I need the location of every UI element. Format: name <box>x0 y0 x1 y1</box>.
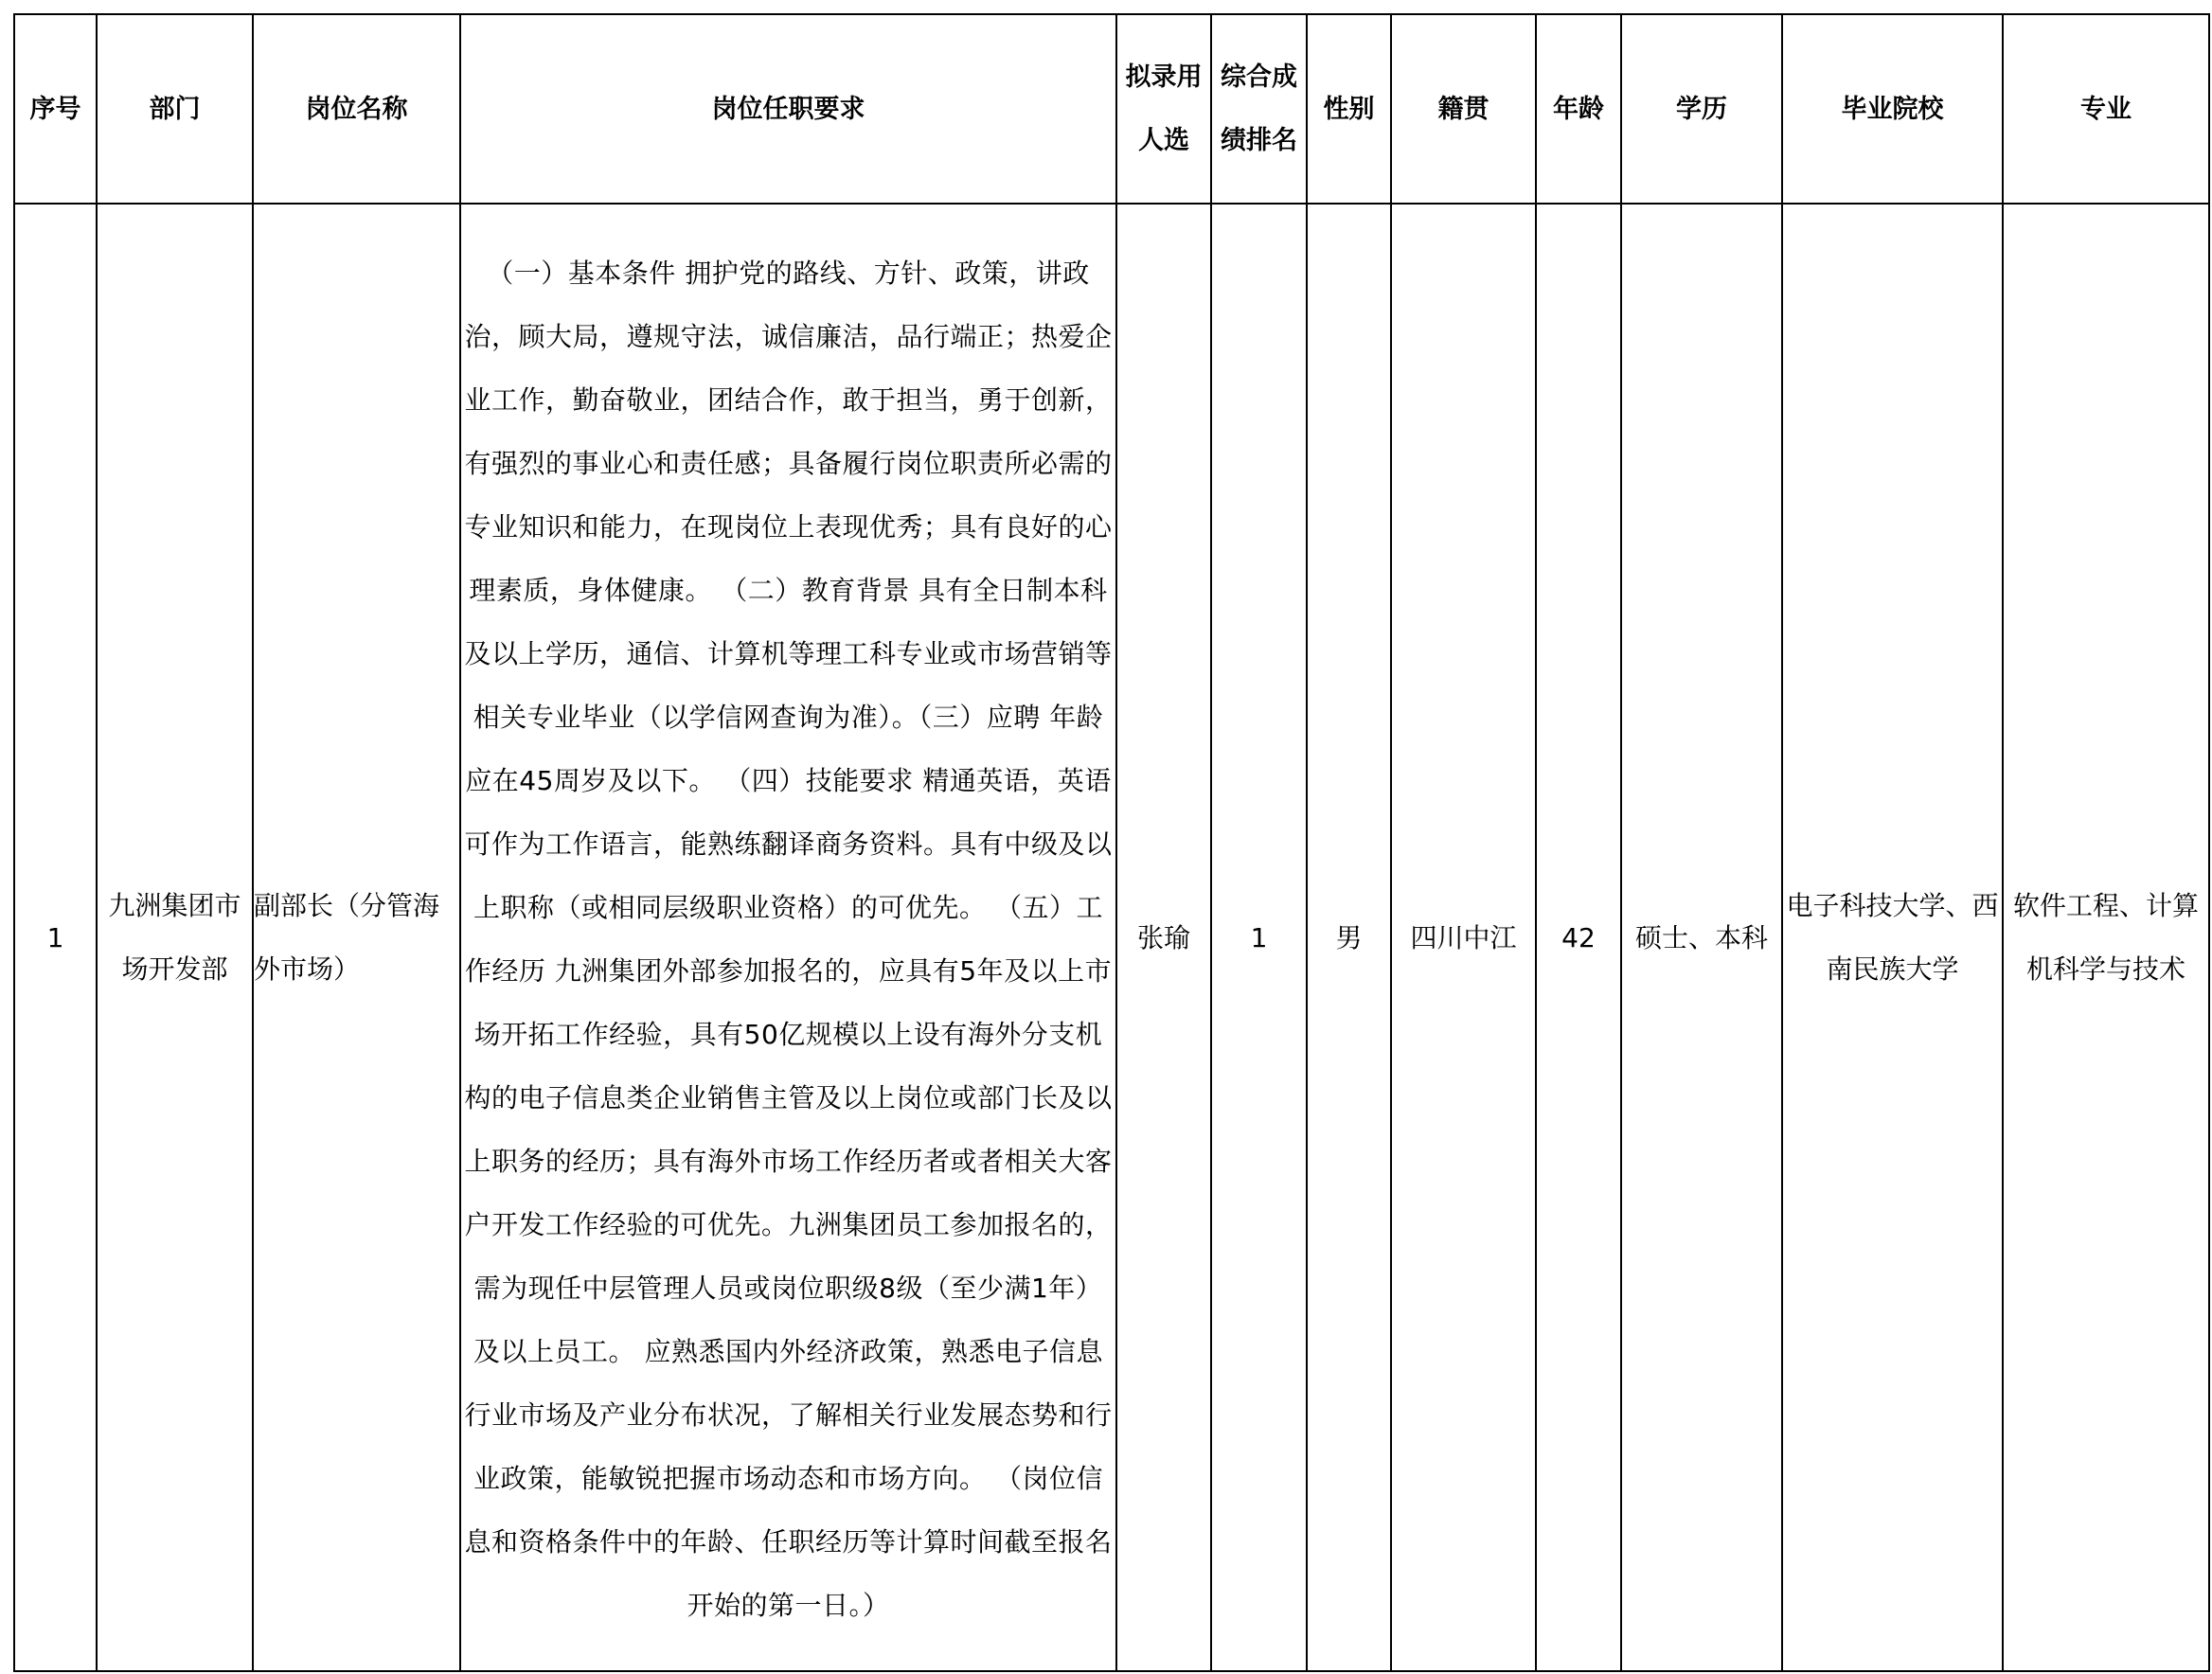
table-row <box>14 204 2209 1671</box>
recruitment-table <box>13 13 2210 1672</box>
cell-requirements <box>460 204 1116 1671</box>
header-department: 部门 <box>97 14 253 204</box>
header-age: 年龄 <box>1536 14 1621 204</box>
cell-school: 电子科技大学、西南民族大学 <box>1782 204 2003 1671</box>
cell-major: 软件工程、计算机科学与技术 <box>2003 204 2209 1671</box>
cell-position: 副部长（分管海外市场） <box>253 204 460 1671</box>
header-education: 学历 <box>1621 14 1782 204</box>
cell-candidate: 张瑜 <box>1116 204 1211 1671</box>
header-school: 毕业院校 <box>1782 14 2003 204</box>
header-gender: 性别 <box>1307 14 1391 204</box>
cell-gender: 男 <box>1307 204 1391 1671</box>
header-candidate: 拟录用人选 <box>1116 14 1211 204</box>
header-requirements: 岗位任职要求 <box>460 14 1116 204</box>
requirements-text: （一）基本条件 拥护党的路线、方针、政策，讲政治，顾大局，遵规守法，诚信廉洁，品行端正；热爱企业工作，勤奋敬业，团结合作，敢于担当，勇于创新，有强烈的事业心和责任感；具备履行岗位职责所必需的专业知识和能力，在现岗位上表现优秀；具有良好的心理素质，身体健康。 （二）教育背景 具有全日制本科及以上学历，通信、计算机等理工科专业或市场营销等相关专业毕业（以学信网查询为准）。（三）应聘 年龄应在45周岁及以下。 （四）技能要求 精通英语，英语可作为工作语言，能熟练翻译商务资料。具有中级及以上职称（或相同层级职业资格）的可优先。 （五）工作经历 九洲集团外部参加报名的，应具有5年及以上市场开拓工作经验，具有50亿规模以上设有海外分支机构的电子信息类企业销售主管及以上岗位或部门长及以上职务的经历；具有海外市场工作经历者或者相关大客户开发工作经验的可优先。九洲集团员工参加报名的，需为现任中层管理人员或岗位职级8级（至少满1年）及以上员工。 应熟悉国内外经济政策，熟悉电子信息行业市场及产业分布状况，了解相关行业发展态势和行业政策，能敏锐把握市场动态和市场方向。 （岗位信息和资格条件中的年龄、任职经历等计算时间截至报名开始的第一日。） <box>464 258 1113 1622</box>
header-no: 序号 <box>14 14 97 204</box>
header-major: 专业 <box>2003 14 2209 204</box>
cell-education: 硕士、本科 <box>1621 204 1782 1671</box>
header-origin: 籍贯 <box>1391 14 1536 204</box>
header-ranking: 综合成绩排名 <box>1211 14 1307 204</box>
cell-ranking: 1 <box>1211 204 1307 1671</box>
header-position: 岗位名称 <box>253 14 460 204</box>
cell-age: 42 <box>1536 204 1621 1671</box>
cell-department: 九洲集团市场开发部 <box>97 204 253 1671</box>
cell-no: 1 <box>14 204 97 1671</box>
header-row <box>14 14 2209 204</box>
cell-origin: 四川中江 <box>1391 204 1536 1671</box>
